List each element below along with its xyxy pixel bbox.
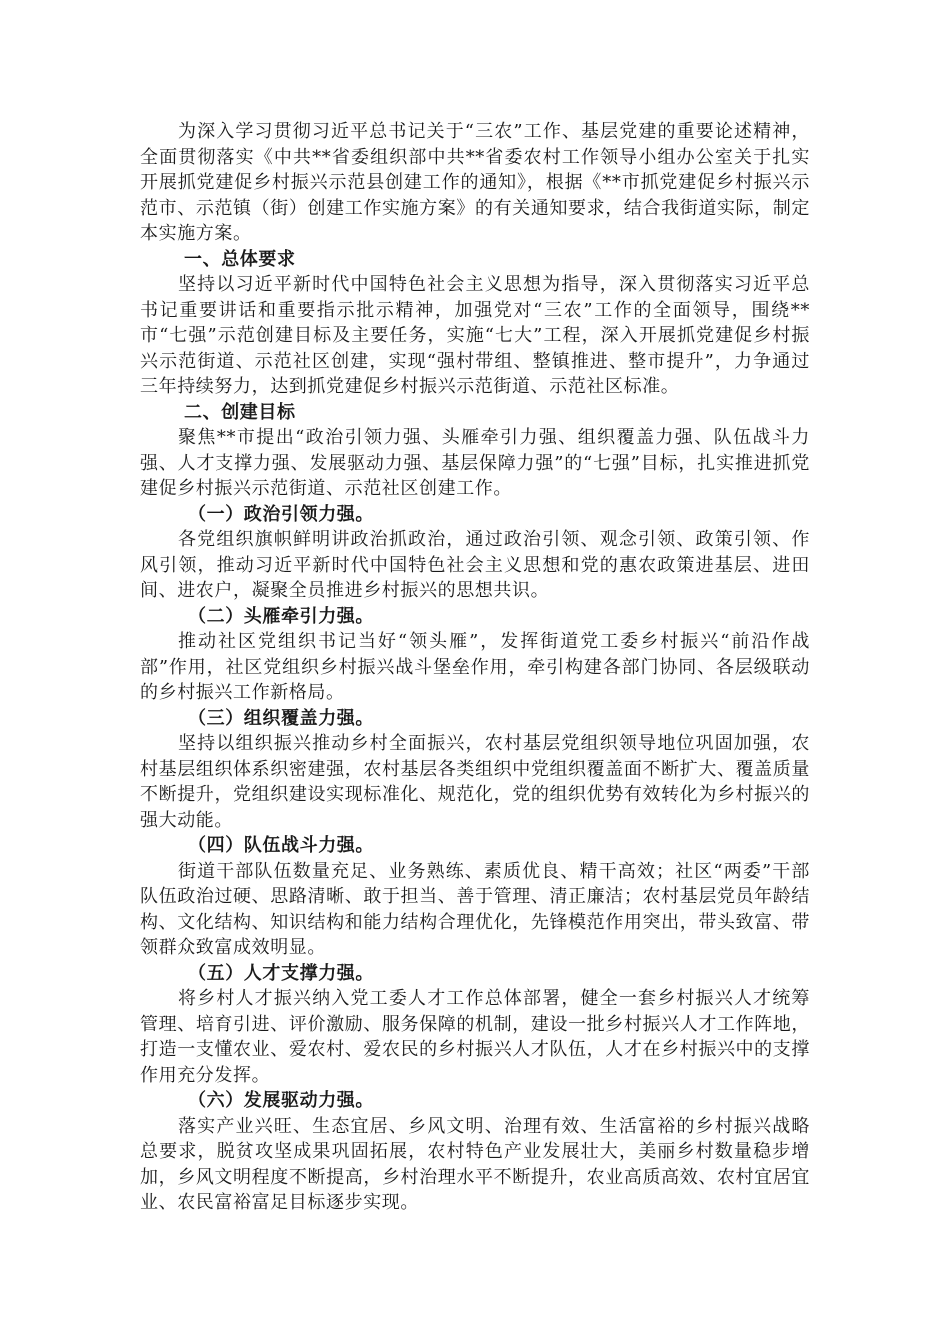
subsection-body-political-leadership: 各党组织旗帜鲜明讲政治抓政治，通过政治引领、观念引领、政策引领、作风引领，推动习近平新时代中国特色社会主义思想和党的惠农政策进基层、进田间、进农户，凝聚全员推进乡村振兴的思想共识。	[140, 529, 810, 601]
subsection-body-team-strength: 街道干部队伍数量充足、业务熟练、素质优良、精干高效；社区“两委”干部队伍政治过硬、思路清晰、敢于担当、善于管理、清正廉洁；农村基层党员年龄结构、文化结构、知识结构和能力结构合理优化，先锋模范作用突出，带头致富、带领群众致富成效明显。	[140, 860, 810, 958]
subsection-heading-organization-coverage: （三）组织覆盖力强。	[188, 707, 374, 729]
subsection-heading-team-strength: （四）队伍战斗力强。	[188, 835, 374, 856]
section-heading-creation-goals: 二、创建目标	[184, 401, 296, 423]
subsection-body-development-drive: 落实产业兴旺、生态宜居、乡风文明、治理有效、生活富裕的乡村振兴战略总要求，脱贫攻坚成果巩固拓展，农村特色产业发展壮大，美丽乡村数量稳步增加，乡风文明程度不断提高，乡村治理水平不断提升，农业高质高效、农村宜居宜业、农民富裕富足目标逐步实现。	[140, 1115, 810, 1213]
subsection-body-talent-support: 将乡村人才振兴纳入党工委人才工作总体部署，健全一套乡村振兴人才统筹管理、培育引进、评价激励、服务保障的机制，建设一批乡村振兴人才工作阵地，打造一支懂农业、爱农村、爱农民的乡村振兴人才队伍，人才在乡村振兴中的支撑作用充分发挥。	[140, 988, 810, 1086]
subsection-heading-development-drive: （六）发展驱动力强。	[188, 1090, 374, 1111]
section-body-overall-requirements: 坚持以习近平新时代中国特色社会主义思想为指导，深入贯彻落实习近平总书记重要讲话和重要指示批示精神，加强党对“三农”工作的全面领导，围绕**市“七强”示范创建目标及主要任务，实施“七大”工程，深入开展抓党建促乡村振兴示范街道、示范社区创建，实现“强村带组、整镇推进、整市提升”，力争通过三年持续努力，达到抓党建促乡村振兴示范街道、示范社区标准。	[140, 274, 810, 397]
subsection-body-organization-coverage: 坚持以组织振兴推动乡村全面振兴，农村基层党组织领导地位巩固加强，农村基层组织体系织密建强，农村基层各类组织中党组织覆盖面不断扩大、覆盖质量不断提升，党组织建设实现标准化、规范化，党的组织优势有效转化为乡村振兴的强大动能。	[140, 733, 810, 831]
document-page	[140, 119, 810, 1216]
subsection-heading-political-leadership: （一）政治引领力强。	[188, 503, 374, 525]
subsection-heading-talent-support: （五）人才支撑力强。	[188, 962, 374, 984]
subsection-body-lead-goose: 推动社区党组织书记当好“领头雁”，发挥街道党工委乡村振兴“前沿作战部”作用，社区党组织乡村振兴战斗堡垒作用，牵引构建各部门协同、各层级联动的乡村振兴工作新格局。	[140, 631, 810, 703]
section-body-creation-goals: 聚焦**市提出“政治引领力强、头雁牵引力强、组织覆盖力强、队伍战斗力强、人才支撑力强、发展驱动力强、基层保障力强”的“七强”目标，扎实推进抓党建促乡村振兴示范街道、示范社区创建工作。	[140, 427, 810, 499]
subsection-heading-lead-goose: （二）头雁牵引力强。	[188, 605, 374, 627]
section-heading-overall-requirements: 一、总体要求	[184, 248, 296, 270]
intro-paragraph: 为深入学习贯彻习近平总书记关于“三农”工作、基层党建的重要论述精神，全面贯彻落实《中共**省委组织部中共**省委农村工作领导小组办公室关于扎实开展抓党建促乡村振兴示范县创建工作的通知》，根据《**市抓党建促乡村振兴示范市、示范镇（街）创建工作实施方案》的有关通知要求，结合我街道实际，制定本实施方案。	[140, 121, 810, 244]
